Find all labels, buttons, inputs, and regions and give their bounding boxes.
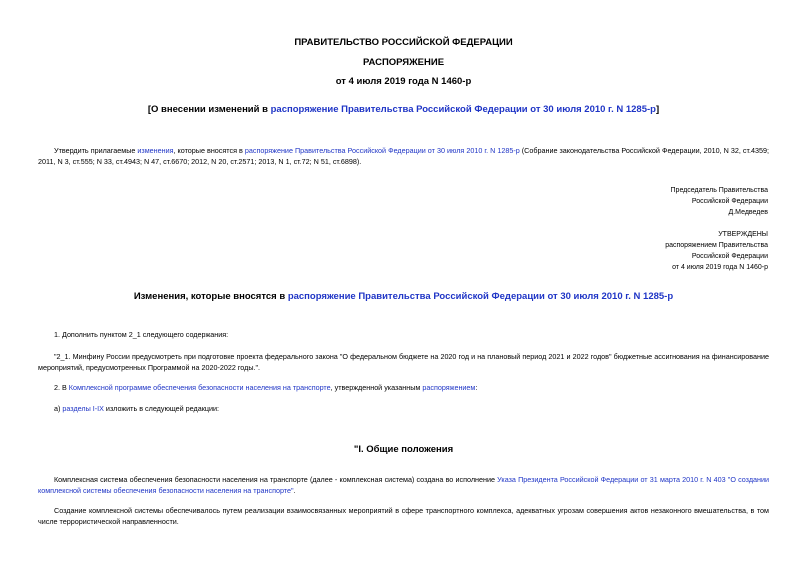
- intro-link-changes[interactable]: изменения: [137, 146, 174, 155]
- item-2-text-c: :: [475, 383, 478, 392]
- body-1-text-c: .: [293, 486, 296, 495]
- title-open: [О внесении изменений в: [147, 104, 271, 115]
- document-type: РАСПОРЯЖЕНИЕ: [362, 57, 445, 68]
- body-paragraph-1: [38, 474, 769, 496]
- approved-line-4: от 4 июля 2019 года N 1460-р: [672, 264, 768, 271]
- approved-line-2: распоряжением Правительства: [665, 242, 768, 249]
- item-a: [38, 403, 769, 414]
- changes-title-prefix: Изменения, которые вносятся в: [133, 291, 288, 302]
- signature-block: [671, 185, 768, 218]
- approved-line-1: УТВЕРЖДЕНЫ: [718, 231, 768, 238]
- item-a-text-a: а): [54, 404, 63, 413]
- body-1-text-a: Комплексная система обеспечения безопасности населения на транспорте (далее - комплексная система) создана во исполнение: [54, 475, 498, 484]
- item-2-link-program[interactable]: Комплексной программе обеспечения безопасности населения на транспорте: [68, 383, 331, 392]
- document-title: [0, 104, 807, 115]
- item-quote: "2_1. Минфину России предусмотреть при подготовке проекта федерального закона "О федеральном бюджете на 2020 год и на плановый период 2021 и 2022 годов" бюджетные ассигнования на финансирование мероприятий, предусмотренных Программой на 2020-2022 годы.".: [38, 352, 769, 372]
- signature-line-3: Д.Медведев: [728, 209, 768, 216]
- item-1: 1. Дополнить пунктом 2_1 следующего содержания:: [54, 330, 229, 339]
- signature-line-1: Председатель Правительства: [670, 187, 768, 194]
- approved-line-3: Российской Федерации: [691, 253, 768, 260]
- item-2: [38, 382, 769, 393]
- document-date: от 4 июля 2019 года N 1460-р: [335, 76, 472, 87]
- changes-title: [0, 291, 807, 302]
- approved-block: [665, 229, 768, 273]
- signature-line-2: Российской Федерации: [691, 198, 768, 205]
- intro-text-3: (Собрание законодательства Российской Федерации, 2010, N 32, ст.4359; 2011, N 3, ст.555; N 33, ст.4943; N 47, ст.6670; 2012, N 20, ст.2571; 2013, N 1, ст.72; N 51, ст.6898).: [38, 146, 769, 166]
- changes-title-link[interactable]: распоряжение Правительства Российской Федерации от 30 июля 2010 г. N 1285-р: [287, 291, 674, 302]
- document-org: ПРАВИТЕЛЬСТВО РОССИЙСКОЙ ФЕДЕРАЦИИ: [294, 37, 513, 48]
- intro-text-2: , которые вносятся в: [173, 146, 245, 155]
- item-a-text-b: изложить в следующей редакции:: [103, 404, 219, 413]
- section-heading: "I. Общие положения: [353, 444, 454, 455]
- intro-link-order[interactable]: распоряжение Правительства Российской Федерации от 30 июля 2010 г. N 1285-р: [244, 146, 520, 155]
- title-close: ]: [655, 104, 660, 115]
- intro-paragraph: [38, 145, 769, 167]
- item-2-text-a: 2. В: [54, 383, 69, 392]
- item-2-link-order[interactable]: распоряжением: [422, 383, 476, 392]
- body-1-link-decree[interactable]: Указа Президента Российской Федерации от 31 марта 2010 г. N 403: [497, 475, 726, 484]
- item-a-link-sections[interactable]: разделы I-IX: [62, 404, 104, 413]
- body-paragraph-2: Создание комплексной системы обеспечивалось путем реализации взаимосвязанных мероприятий в сфере транспортного комплекса, адекватных угрозам совершения актов незаконного вмешательства, в том числе террористической направленности.: [38, 506, 769, 526]
- body-1-link-decree-title[interactable]: "О создании комплексной системы обеспечения безопасности населения на транспорте": [38, 475, 770, 495]
- title-link[interactable]: распоряжение Правительства Российской Федерации от 30 июля 2010 г. N 1285-р: [270, 104, 656, 115]
- item-2-text-b: , утвержденной указанным: [330, 383, 423, 392]
- intro-text-1: Утвердить прилагаемые: [54, 146, 138, 155]
